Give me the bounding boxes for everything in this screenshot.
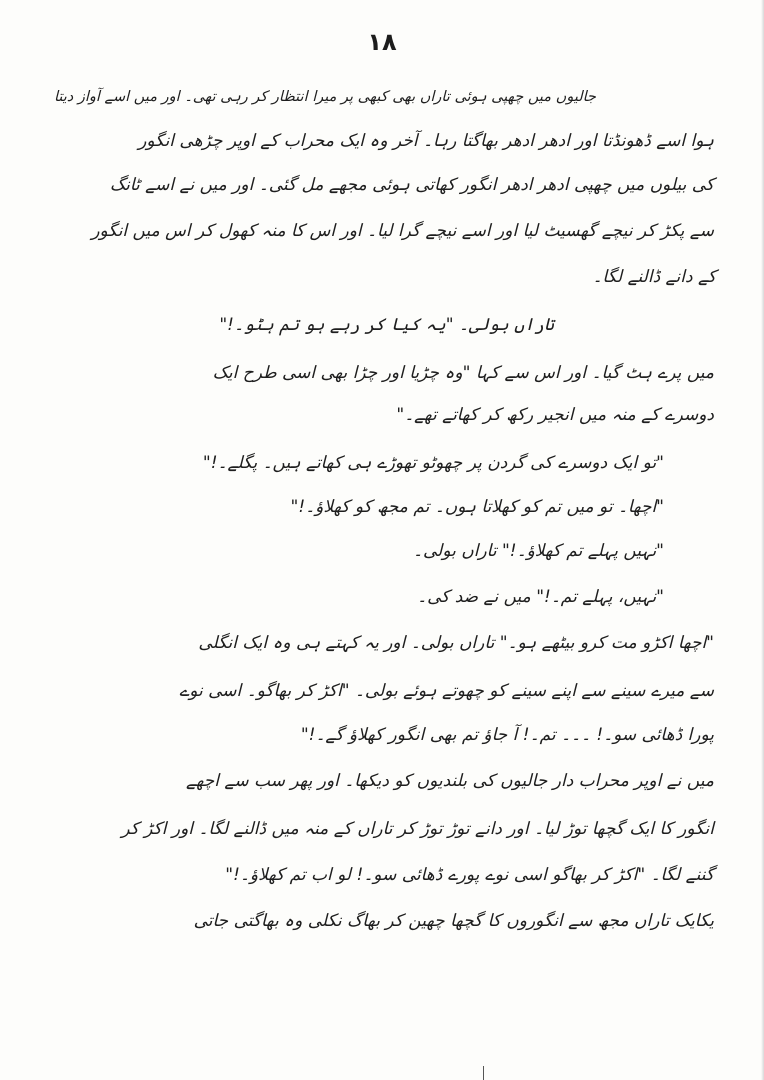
text-line: گننے لگا۔ "اکڑ کر بھاگو اسی نوے پورے ڈھائی سو۔! لو اب تم کھلاؤ۔!" [225, 865, 714, 885]
text-line: جالیوں میں چھپی ہوئی تاراں بھی کبھی پر میرا انتظار کر رہی تھی۔ اور میں اسے آواز دیتا [53, 89, 596, 105]
text-line: "اچھا۔ تو میں تم کو کھلاتا ہوں۔ تم مجھ کو کھلاؤ۔!" [290, 497, 664, 517]
text-line: "نہیں، پہلے تم۔!" میں نے ضد کی۔ [417, 587, 664, 607]
text-line: "اچھا اکڑو مت کرو بیٹھے ہو۔" تاراں بولی۔ اور یہ کہتے ہی وہ ایک انگلی [198, 633, 714, 653]
text-line: "نہیں پہلے تم کھلاؤ۔!" تاراں بولی۔ [413, 541, 664, 561]
text-line: کے دانے ڈالنے لگا۔ [592, 267, 716, 287]
text-line: سے میرے سینے سے اپنے سینے کو چھوتے ہوئے بولی۔ "اکڑ کر بھاگو۔ اسی نوے [179, 681, 714, 701]
text-line: انگور کا ایک گچھا توڑ لیا۔ اور دانے توڑ توڑ کر تاراں کے منہ میں ڈالنے لگا۔ اور اکڑ کر [121, 819, 714, 839]
text-line: سے پکڑ کر نیچے گھسیٹ لیا اور اسے نیچے گرا لیا۔ اور اس کا منہ کھول کر اس میں انگور [91, 221, 714, 241]
text-line: تاراں بولی۔ "یہ کیا کر رہے ہو تم ہٹو۔!" [219, 315, 554, 335]
text-line: دوسرے کے منہ میں انجیر رکھ کر کھاتے تھے۔" [396, 405, 714, 425]
text-line: ہوا اسے ڈھونڈتا اور ادھر ادھر بھاگتا رہا۔ آخر وہ ایک محراب کے اوپر چڑھی انگور [138, 131, 714, 151]
text-line: میں نے اوپر محراب دار جالیوں کی بلندیوں کو دیکھا۔ اور پھر سب سے اچھے [186, 771, 714, 791]
scan-mark [483, 1066, 484, 1080]
text-line: یکایک تاراں مجھ سے انگوروں کا گچھا چھین کر بھاگ نکلی وہ بھاگتی جاتی [193, 911, 714, 931]
text-line: میں پرے ہٹ گیا۔ اور اس سے کہا "وہ چڑیا اور چڑا بھی اسی طرح ایک [212, 363, 714, 383]
page-number: ۱۸ [367, 28, 397, 56]
text-line: پورا ڈھائی سو۔! ۔۔۔ تم۔! آ جاؤ تم بھی انگور کھلاؤ گے۔!" [300, 725, 714, 745]
text-line: "تو ایک دوسرے کی گردن پر چھوٹو تھوڑے ہی کھاتے ہیں۔ پگلے۔!" [202, 453, 664, 473]
text-line: کی بیلوں میں چھپی ادھر ادھر انگور کھاتی ہوئی مجھے مل گئی۔ اور میں نے اسے ٹانگ [109, 175, 714, 195]
